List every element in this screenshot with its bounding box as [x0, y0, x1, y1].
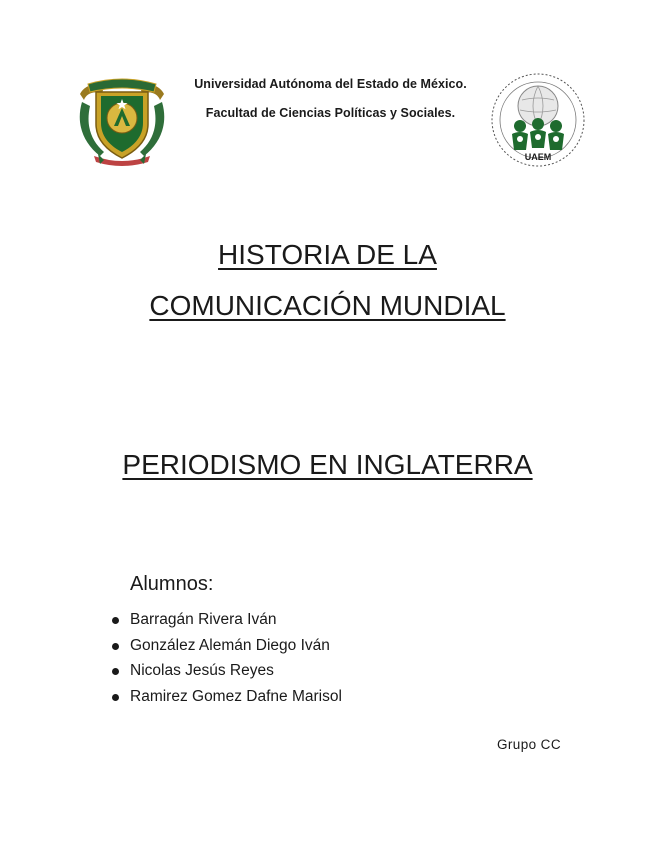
- faculty-seal-icon: [488, 68, 588, 172]
- list-item: [110, 610, 342, 636]
- title-line-2: COMUNICACIÓN MUNDIAL: [149, 290, 506, 321]
- students-heading: Alumnos:: [130, 573, 214, 595]
- title-line-1: HISTORIA DE LA: [218, 239, 437, 270]
- list-item: [110, 636, 342, 662]
- student-name: Nicolas Jesús Reyes: [130, 662, 274, 679]
- group-label: Grupo CC: [497, 737, 561, 752]
- student-name: González Alemán Diego Iván: [130, 636, 330, 654]
- student-name: Barragán Rivera Iván: [130, 611, 277, 628]
- seal-label: UAEM: [524, 152, 552, 162]
- bullet-icon: [112, 694, 119, 701]
- student-name: Ramirez Gomez Dafne Marisol: [130, 687, 342, 705]
- list-item: [110, 687, 342, 713]
- list-item: [110, 661, 342, 687]
- bullet-icon: [112, 617, 119, 624]
- bullet-icon: [112, 668, 119, 675]
- subtitle: PERIODISMO EN INGLATERRA: [122, 449, 533, 480]
- student-list: [110, 610, 342, 712]
- bullet-icon: [112, 643, 119, 650]
- faculty-name: Facultad de Ciencias Políticas y Sociales.: [205, 106, 456, 120]
- university-name: Universidad Autónoma del Estado de México.: [194, 77, 467, 91]
